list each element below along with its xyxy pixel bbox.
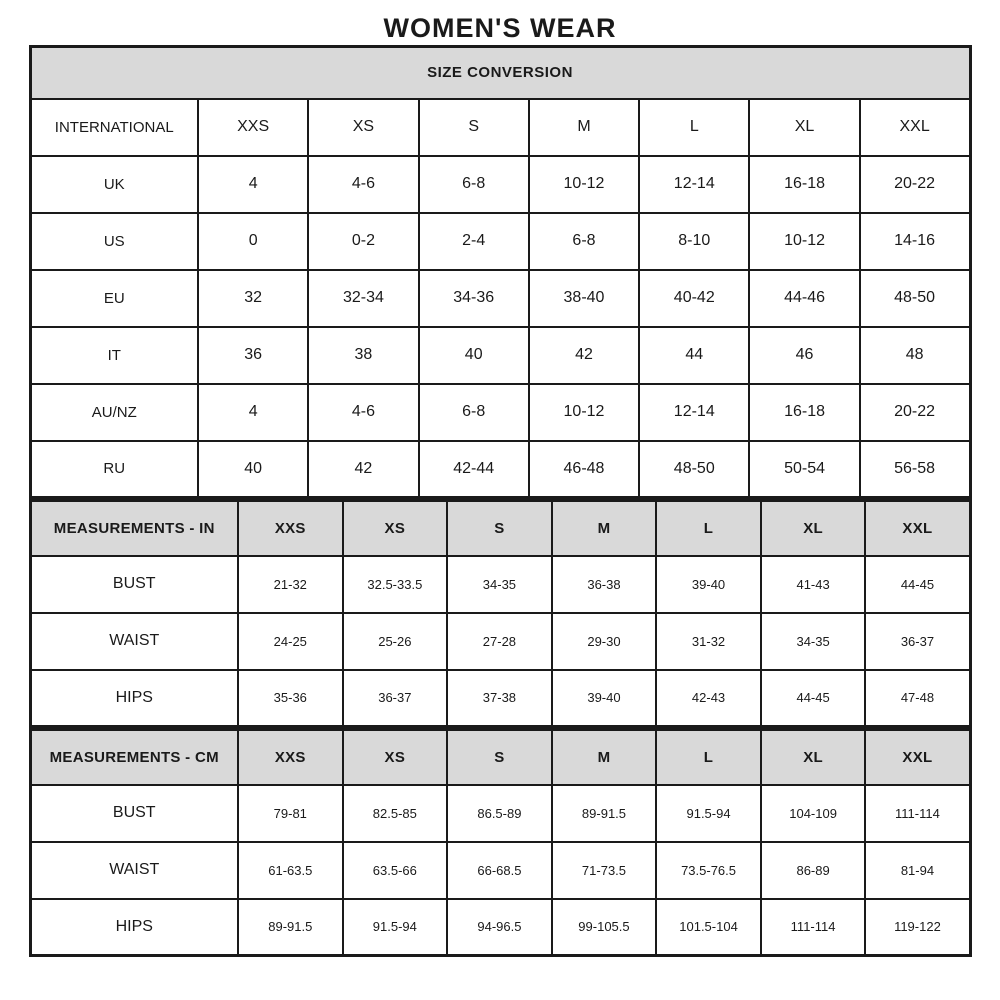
size-column-header: M (552, 501, 657, 556)
region-label: US (30, 213, 198, 270)
measurement-value-cell: 47-48 (865, 670, 970, 727)
measurement-value-cell: 111-114 (865, 785, 970, 842)
measurements-title: MEASUREMENTS - IN (30, 501, 238, 556)
size-conversion-title: SIZE CONVERSION (30, 47, 970, 99)
size-value-cell: 44-46 (749, 270, 859, 327)
size-column-header: XXL (865, 501, 970, 556)
measurement-label: HIPS (30, 670, 238, 727)
page-title: WOMEN'S WEAR (383, 13, 617, 43)
measurement-value-cell: 99-105.5 (552, 899, 657, 956)
table-row (30, 327, 970, 384)
table-row (30, 785, 970, 842)
size-value-cell: 48-50 (639, 441, 749, 498)
measurement-value-cell: 24-25 (238, 613, 343, 670)
size-value-cell: 10-12 (529, 156, 639, 213)
measurement-label: BUST (30, 785, 238, 842)
measurement-value-cell: 21-32 (238, 556, 343, 613)
size-value-cell: 6-8 (419, 156, 529, 213)
measurement-label: WAIST (30, 613, 238, 670)
size-value-cell: 32 (198, 270, 308, 327)
size-value-cell: 42 (529, 327, 639, 384)
measurement-value-cell: 29-30 (552, 613, 657, 670)
measurement-value-cell: 25-26 (343, 613, 448, 670)
measurement-label: HIPS (30, 899, 238, 956)
measurement-value-cell: 44-45 (761, 670, 866, 727)
measurement-value-cell: 42-43 (656, 670, 761, 727)
measurement-value-cell: 44-45 (865, 556, 970, 613)
measurement-value-cell: 32.5-33.5 (343, 556, 448, 613)
size-value-cell: 12-14 (639, 384, 749, 441)
measurement-value-cell: 27-28 (447, 613, 552, 670)
size-value-cell: 46 (749, 327, 859, 384)
measurement-value-cell: 73.5-76.5 (656, 842, 761, 899)
region-label: UK (30, 156, 198, 213)
size-value-cell: 32-34 (308, 270, 418, 327)
measurement-label: BUST (30, 556, 238, 613)
measurement-value-cell: 71-73.5 (552, 842, 657, 899)
size-column-header: XXS (238, 730, 343, 785)
table-row (30, 213, 970, 270)
size-column-header: L (639, 99, 749, 156)
measurements-cm-table (29, 728, 972, 957)
table-row (30, 384, 970, 441)
region-label: RU (30, 441, 198, 498)
size-value-cell: 48 (860, 327, 970, 384)
measurement-value-cell: 36-38 (552, 556, 657, 613)
measurement-value-cell: 91.5-94 (656, 785, 761, 842)
size-column-header: XXS (198, 99, 308, 156)
size-column-header: XS (343, 501, 448, 556)
table-row (30, 441, 970, 498)
table-row (30, 842, 970, 899)
measurement-value-cell: 41-43 (761, 556, 866, 613)
measurement-value-cell: 119-122 (865, 899, 970, 956)
size-column-header: XS (343, 730, 448, 785)
size-value-cell: 20-22 (860, 384, 970, 441)
size-value-cell: 38-40 (529, 270, 639, 327)
size-value-cell: 42 (308, 441, 418, 498)
region-label: EU (30, 270, 198, 327)
measurement-value-cell: 86.5-89 (447, 785, 552, 842)
measurement-label: WAIST (30, 842, 238, 899)
measurement-value-cell: 61-63.5 (238, 842, 343, 899)
table-row (30, 899, 970, 956)
measurements-in-table (29, 499, 972, 728)
size-value-cell: 10-12 (529, 384, 639, 441)
measurement-value-cell: 89-91.5 (552, 785, 657, 842)
measurement-value-cell: 37-38 (447, 670, 552, 727)
measurement-value-cell: 111-114 (761, 899, 866, 956)
size-value-cell: 6-8 (529, 213, 639, 270)
size-value-cell: 16-18 (749, 384, 859, 441)
region-column-header: INTERNATIONAL (30, 99, 198, 156)
measurement-value-cell: 66-68.5 (447, 842, 552, 899)
size-column-header: L (656, 730, 761, 785)
table-row (30, 670, 970, 727)
size-value-cell: 4 (198, 384, 308, 441)
size-value-cell: 50-54 (749, 441, 859, 498)
measurement-value-cell: 63.5-66 (343, 842, 448, 899)
table-header-row (30, 99, 970, 156)
measurement-value-cell: 82.5-85 (343, 785, 448, 842)
size-column-header: XXL (860, 99, 970, 156)
size-column-header: XXL (865, 730, 970, 785)
size-value-cell: 4-6 (308, 156, 418, 213)
size-value-cell: 44 (639, 327, 749, 384)
region-label: AU/NZ (30, 384, 198, 441)
measurement-value-cell: 104-109 (761, 785, 866, 842)
size-column-header: S (419, 99, 529, 156)
measurements-title: MEASUREMENTS - CM (30, 730, 238, 785)
size-column-header: XL (761, 501, 866, 556)
size-value-cell: 48-50 (860, 270, 970, 327)
measurement-value-cell: 36-37 (343, 670, 448, 727)
region-label: IT (30, 327, 198, 384)
size-column-header: L (656, 501, 761, 556)
measurement-value-cell: 86-89 (761, 842, 866, 899)
size-value-cell: 0 (198, 213, 308, 270)
measurement-value-cell: 34-35 (447, 556, 552, 613)
size-value-cell: 40 (198, 441, 308, 498)
measurement-value-cell: 91.5-94 (343, 899, 448, 956)
measurement-value-cell: 101.5-104 (656, 899, 761, 956)
measurements-in-body (30, 501, 970, 727)
size-column-header: XS (308, 99, 418, 156)
size-conversion-body (30, 99, 970, 498)
measurement-value-cell: 35-36 (238, 670, 343, 727)
size-value-cell: 10-12 (749, 213, 859, 270)
size-column-header: S (447, 501, 552, 556)
size-conversion-table (29, 45, 972, 499)
size-value-cell: 38 (308, 327, 418, 384)
size-value-cell: 0-2 (308, 213, 418, 270)
size-value-cell: 2-4 (419, 213, 529, 270)
size-value-cell: 12-14 (639, 156, 749, 213)
measurement-value-cell: 94-96.5 (447, 899, 552, 956)
measurement-value-cell: 89-91.5 (238, 899, 343, 956)
size-value-cell: 40 (419, 327, 529, 384)
table-row (30, 613, 970, 670)
size-column-header: XXS (238, 501, 343, 556)
measurement-value-cell: 34-35 (761, 613, 866, 670)
measurement-value-cell: 81-94 (865, 842, 970, 899)
size-value-cell: 46-48 (529, 441, 639, 498)
table-row (30, 556, 970, 613)
size-value-cell: 20-22 (860, 156, 970, 213)
table-header-row (30, 501, 970, 556)
measurement-value-cell: 39-40 (552, 670, 657, 727)
size-value-cell: 16-18 (749, 156, 859, 213)
size-value-cell: 34-36 (419, 270, 529, 327)
table-header-row (30, 47, 970, 99)
size-value-cell: 42-44 (419, 441, 529, 498)
measurement-value-cell: 36-37 (865, 613, 970, 670)
size-value-cell: 4 (198, 156, 308, 213)
size-value-cell: 14-16 (860, 213, 970, 270)
size-value-cell: 6-8 (419, 384, 529, 441)
measurement-value-cell: 79-81 (238, 785, 343, 842)
size-column-header: S (447, 730, 552, 785)
size-value-cell: 36 (198, 327, 308, 384)
size-column-header: XL (749, 99, 859, 156)
table-header-row (30, 730, 970, 785)
size-value-cell: 4-6 (308, 384, 418, 441)
size-value-cell: 40-42 (639, 270, 749, 327)
measurement-value-cell: 39-40 (656, 556, 761, 613)
table-row (30, 156, 970, 213)
measurement-value-cell: 31-32 (656, 613, 761, 670)
size-column-header: M (552, 730, 657, 785)
size-value-cell: 8-10 (639, 213, 749, 270)
size-value-cell: 56-58 (860, 441, 970, 498)
size-column-header: XL (761, 730, 866, 785)
size-column-header: M (529, 99, 639, 156)
table-row (30, 270, 970, 327)
measurements-cm-body (30, 730, 970, 956)
